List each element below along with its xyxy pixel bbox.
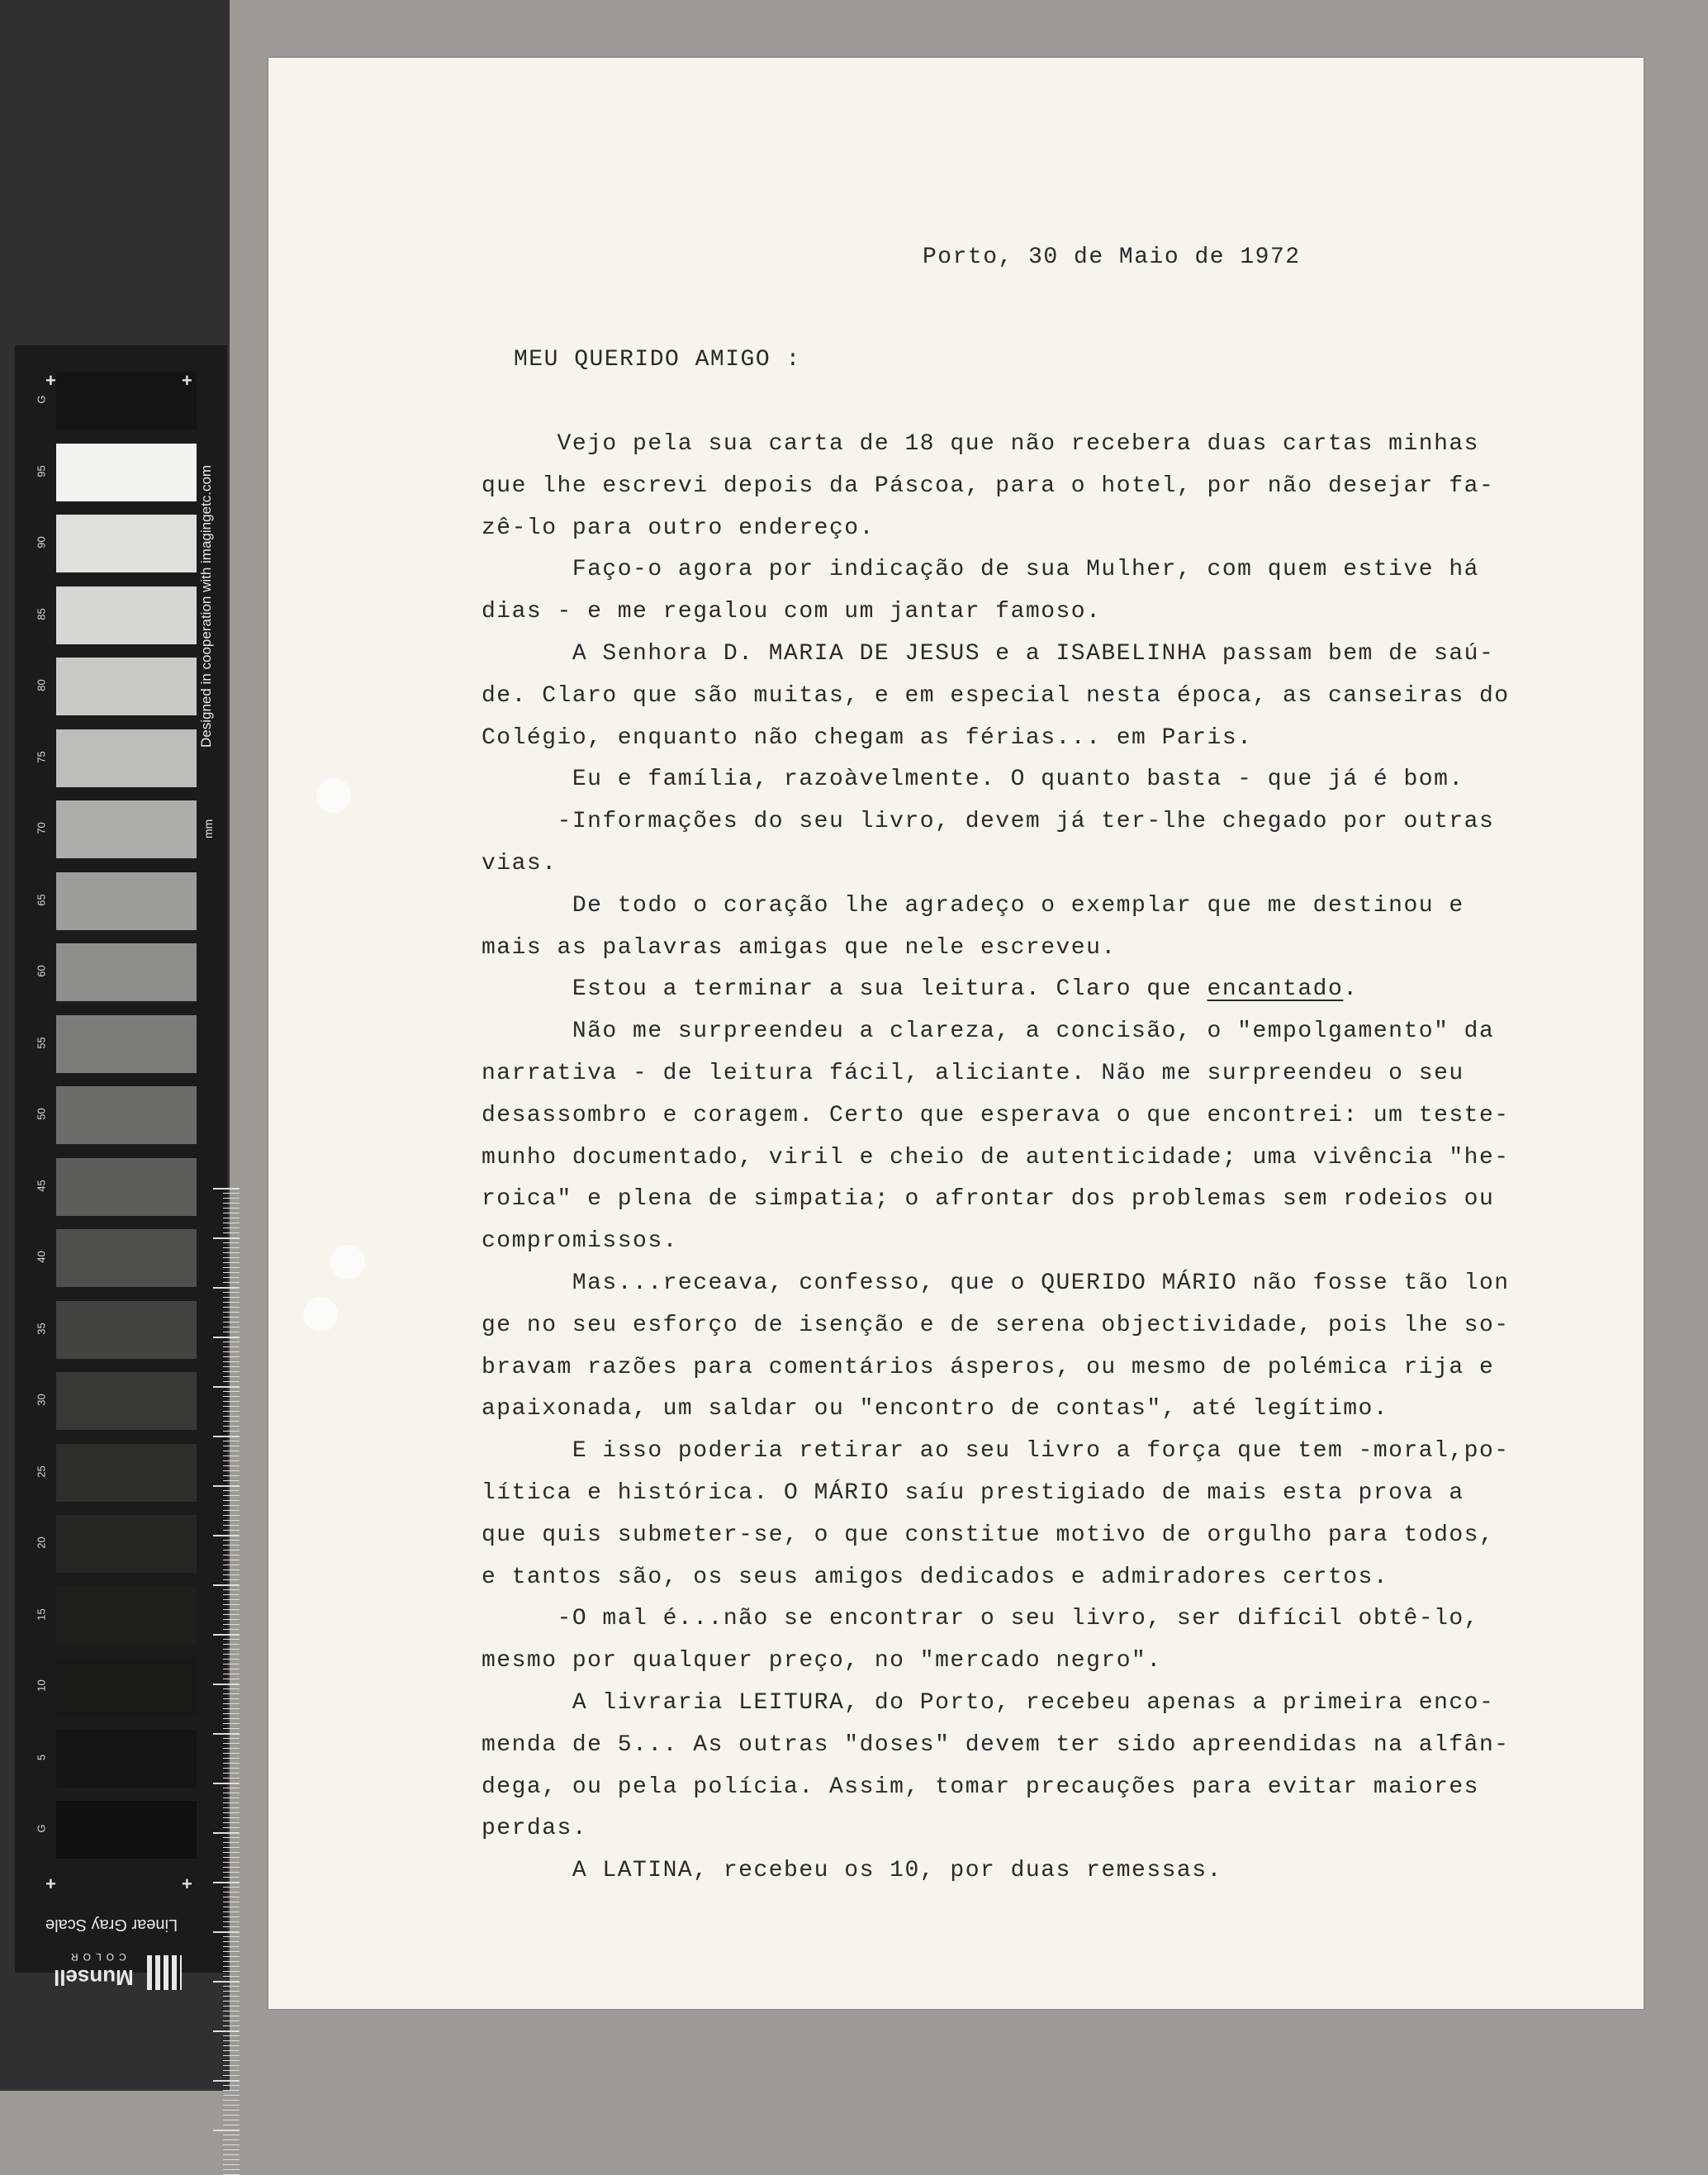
gray-patch	[56, 1730, 197, 1788]
letter-line: munho documentado, viril e cheio de autenticidade; uma vivência "he-	[482, 1144, 1510, 1171]
letter-line: de. Claro que são muitas, e em especial nesta época, as canseiras do	[482, 682, 1510, 709]
letter-line: narrativa - de leitura fácil, aliciante. Não me surpreendeu o seu	[482, 1061, 1464, 1086]
letter-line: apaixonada, um saldar ou "encontro de contas", até legítimo.	[482, 1396, 1389, 1422]
patch-label: 85	[35, 607, 48, 620]
gray-patch	[56, 872, 197, 930]
patch-label: 40	[35, 1251, 48, 1263]
letter-line: E isso poderia retirar ao seu livro a força que tem -moral,po-	[482, 1438, 1510, 1465]
letter-line: ge no seu esforço de isenção e de serena objectividade, pois lhe so-	[482, 1312, 1510, 1338]
patch-label: 55	[35, 1036, 48, 1049]
gray-patch	[56, 1372, 197, 1430]
letter-line: mais as palavras amigas que nele escreveu.	[482, 934, 1117, 961]
patch-label: 10	[35, 1679, 48, 1692]
letter-line: desassombro e coragem. Certo que esperava o que encontrei: um teste-	[482, 1102, 1510, 1128]
letter-line: menda de 5... As outras "doses" devem ter sido apreendidas na alfân-	[482, 1731, 1510, 1758]
gray-patch	[56, 372, 197, 430]
letter-line: mesmo por qualquer preço, no "mercado negro".	[482, 1648, 1162, 1674]
letter-line: Não me surpreendeu a clareza, a concisão, o "empolgamento" da	[482, 1019, 1495, 1045]
letter-line: De todo o coração lhe agradeço o exemplar que me destinou e	[482, 892, 1464, 919]
gray-patch	[56, 1229, 197, 1287]
brand-name: Munsell	[54, 1965, 134, 1990]
letter-line: compromissos.	[482, 1228, 678, 1255]
letter-line: Eu e família, razoàvelmente. O quanto basta - que já é bom.	[482, 767, 1464, 793]
letter-line: Estou a terminar a sua leitura. Claro que encantado.	[482, 976, 1359, 1003]
letter-line: Mas...receava, confesso, que o QUERIDO MÁRIO não fosse tão lon	[482, 1270, 1510, 1296]
munsell-logo-icon	[147, 1955, 182, 1990]
registration-mark: +	[45, 370, 56, 391]
letter-line: A LATINA, recebeu os 10, por duas remessas.	[482, 1858, 1222, 1884]
gray-patch	[56, 658, 197, 715]
patch-label: G	[35, 1824, 48, 1833]
brand-color-text: COLOR	[66, 1951, 126, 1963]
letter-page	[268, 58, 1644, 2009]
patch-label: 70	[35, 822, 48, 834]
ruler-minor-ticks	[223, 1188, 240, 2175]
designed-by-text: Designed in cooperation with imagingetc.com	[198, 464, 214, 748]
scale-name: Linear Gray Scale	[45, 1916, 178, 1934]
patch-label: 50	[35, 1108, 48, 1120]
punch-hole	[316, 778, 351, 813]
gray-patch	[56, 800, 197, 858]
registration-mark: +	[182, 1873, 192, 1894]
patch-label: 75	[35, 750, 48, 763]
registration-mark: +	[182, 370, 192, 391]
letter-line: -O mal é...não se encontrar o seu livro, ser difícil obtê-lo,	[482, 1606, 1479, 1632]
gray-scale-card	[15, 345, 227, 1973]
letter-line: zê-lo para outro endereço.	[482, 515, 875, 541]
registration-mark: +	[45, 1873, 56, 1894]
letter-salutation: MEU QUERIDO AMIGO :	[514, 347, 801, 373]
gray-patch	[56, 943, 197, 1001]
gray-patch	[56, 1301, 197, 1359]
patch-label: 20	[35, 1536, 48, 1549]
gray-patch	[56, 1444, 197, 1502]
gray-patch	[56, 1658, 197, 1716]
patch-label: 30	[35, 1394, 48, 1406]
punch-hole	[330, 1245, 365, 1280]
letter-line: e tantos são, os seus amigos dedicados e admiradores certos.	[482, 1564, 1389, 1590]
letter-line: dias - e me regalou com um jantar famoso.	[482, 599, 1102, 625]
letter-line: Faço-o agora por indicação de sua Mulher, com quem estive há	[482, 557, 1479, 583]
patch-label: 15	[35, 1608, 48, 1621]
letter-line: Vejo pela sua carta de 18 que não recebera duas cartas minhas	[482, 431, 1479, 457]
patch-label: 60	[35, 965, 48, 977]
letter-line: bravam razões para comentários ásperos, ou mesmo de polémica rija e	[482, 1354, 1495, 1380]
gray-patch	[56, 1801, 197, 1859]
gray-patch	[56, 1086, 197, 1144]
underlined-word: encantado	[1207, 976, 1344, 1003]
gray-patch	[56, 1515, 197, 1573]
letter-line: -Informações do seu livro, devem já ter-lhe chegado por outras	[482, 809, 1495, 835]
letter-line: Colégio, enquanto não chegam as férias... em Paris.	[482, 724, 1253, 751]
patch-label: 5	[35, 1754, 48, 1760]
gray-patch	[56, 1158, 197, 1216]
patch-label: G	[35, 395, 48, 404]
patch-label: 95	[35, 464, 48, 477]
gray-patch	[56, 1587, 197, 1645]
patch-label: 65	[35, 893, 48, 906]
letter-line: que quis submeter-se, o que constitue motivo de orgulho para todos,	[482, 1522, 1495, 1548]
gray-patch	[56, 444, 197, 501]
letter-line: roica" e plena de simpatia; o afrontar dos problemas sem rodeios ou	[482, 1186, 1495, 1213]
gray-patch	[56, 729, 197, 787]
ruler-unit-label: mm	[202, 819, 215, 838]
patch-label: 45	[35, 1179, 48, 1192]
gray-patch	[56, 586, 197, 644]
patch-label: 35	[35, 1322, 48, 1335]
letter-line: dega, ou pela polícia. Assim, tomar precauções para evitar maiores	[482, 1774, 1479, 1800]
punch-hole	[303, 1297, 338, 1332]
letter-line: vias.	[482, 851, 557, 876]
patch-label: 80	[35, 679, 48, 691]
letter-line: A Senhora D. MARIA DE JESUS e a ISABELINHA passam bem de saú-	[482, 641, 1495, 667]
patch-label: 90	[35, 536, 48, 548]
letter-line: A livraria LEITURA, do Porto, recebeu apenas a primeira enco-	[482, 1690, 1495, 1716]
letter-line: que lhe escrevi depois da Páscoa, para o hotel, por não desejar fa-	[482, 473, 1495, 499]
gray-patch	[56, 515, 197, 572]
letter-date: Porto, 30 de Maio de 1972	[923, 245, 1301, 270]
letter-line: perdas.	[482, 1816, 588, 1842]
gray-patch	[56, 1015, 197, 1073]
letter-line: lítica e histórica. O MÁRIO saíu prestigiado de mais esta prova a	[482, 1480, 1464, 1506]
patch-label: 25	[35, 1465, 48, 1478]
